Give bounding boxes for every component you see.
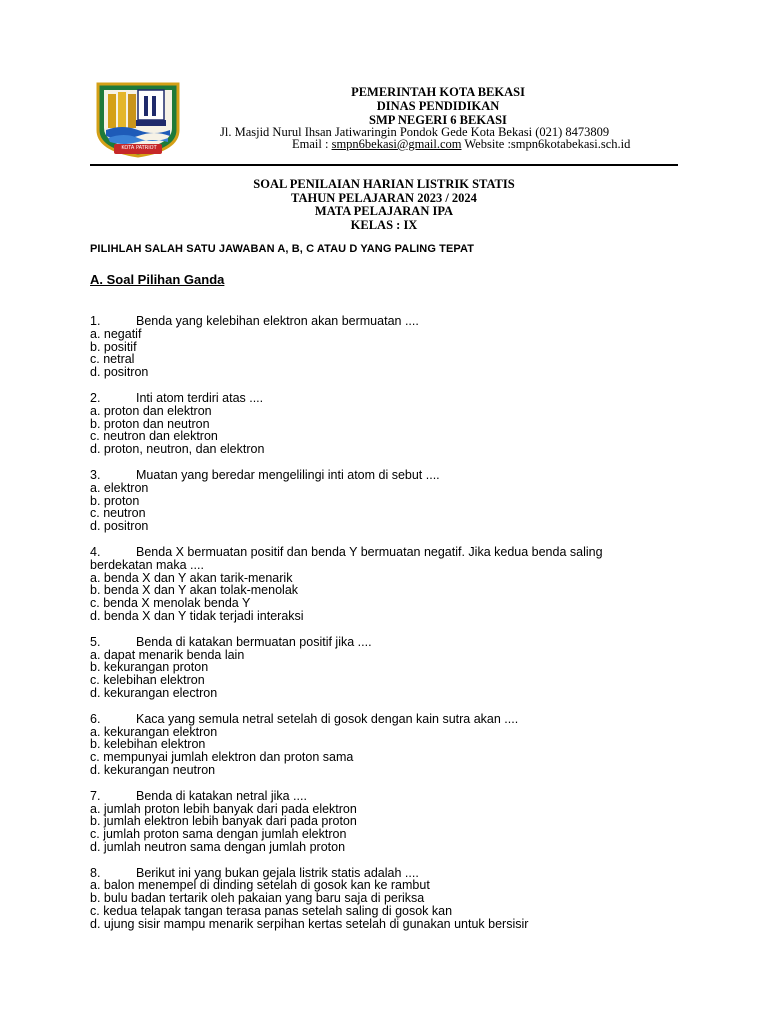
answer-option: c. neutron xyxy=(90,506,146,521)
question-number: 7. xyxy=(90,788,101,803)
exam-title xyxy=(90,178,678,232)
question-item xyxy=(90,469,690,533)
exam-title-line: KELAS : IX xyxy=(350,217,418,232)
section-title: A. Soal Pilihan Ganda xyxy=(90,272,225,287)
question-text: Berikut ini yang bukan gejala listrik statis adalah .... xyxy=(136,865,419,880)
answer-option: d. ujung sisir mampu menarik serpihan kertas setelah di gunakan untuk bersisir xyxy=(90,916,529,931)
exam-title-line: MATA PELAJARAN IPA xyxy=(314,204,454,218)
answer-option: d. positron xyxy=(90,519,149,534)
letterhead-line: PEMERINTAH KOTA BEKASI xyxy=(351,85,525,99)
logo-lettering: KOTA PATRIOT xyxy=(121,145,157,151)
answer-option: a. jumlah proton lebih banyak dari pada elektron xyxy=(90,801,357,816)
answer-option: b. bulu badan tertarik oleh pakaian yang baru saja di periksa xyxy=(90,891,425,906)
question-stem xyxy=(90,636,690,649)
question-text: Inti atom terdiri atas .... xyxy=(136,390,264,405)
question-item xyxy=(90,315,690,379)
question-number: 6. xyxy=(90,711,101,726)
question-stem xyxy=(90,546,690,559)
school-address: Jl. Masjid Nurul Ihsan Jatiwaringin Pondok Gede Kota Bekasi (021) 8473809 xyxy=(220,125,610,139)
question-number: 8. xyxy=(90,865,101,880)
question-text: Benda di katakan netral jika .... xyxy=(136,788,307,803)
question-text: Benda X bermuatan positif dan benda Y bermuatan negatif. Jika kedua benda saling xyxy=(136,544,603,559)
question-number: 2. xyxy=(90,390,101,405)
answer-option: a. benda X dan Y akan tarik-menarik xyxy=(90,570,293,585)
website-text: Website :smpn6kotabekasi.sch.id xyxy=(461,137,631,151)
letterhead-divider xyxy=(90,164,678,166)
answer-option: a. balon menempel di dinding setelah di gosok kan ke rambut xyxy=(90,878,430,893)
answer-option: d. kekurangan electron xyxy=(90,685,218,700)
question-stem xyxy=(90,469,690,482)
answer-option: c. kelebihan elektron xyxy=(90,673,205,688)
answer-option: c. benda X menolak benda Y xyxy=(90,596,251,611)
letterhead xyxy=(196,85,680,151)
question-list xyxy=(90,315,690,944)
answer-option: c. neutron dan elektron xyxy=(90,429,218,444)
question-item xyxy=(90,790,690,854)
answer-option: c. netral xyxy=(90,352,135,367)
answer-option: b. benda X dan Y akan tolak-menolak xyxy=(90,583,299,598)
question-item xyxy=(90,546,690,623)
question-item xyxy=(90,867,690,931)
question-stem xyxy=(90,315,690,328)
answer-option: b. kelebihan elektron xyxy=(90,737,206,752)
question-number: 4. xyxy=(90,544,101,559)
answer-option: d. positron xyxy=(90,365,149,380)
answer-option: a. negatif xyxy=(90,326,142,341)
question-text-continuation: berdekatan maka .... xyxy=(90,557,204,572)
school-contact xyxy=(292,137,630,152)
answer-option: b. proton dan neutron xyxy=(90,416,210,431)
answer-option: d. benda X dan Y tidak terjadi interaksi xyxy=(90,608,304,623)
question-item xyxy=(90,713,690,777)
question-stem xyxy=(90,790,690,803)
question-number: 1. xyxy=(90,314,101,328)
answer-option: a. kekurangan elektron xyxy=(90,724,218,739)
question-text: Muatan yang beredar mengelilingi inti atom di sebut .... xyxy=(136,467,440,482)
letterhead-line: DINAS PENDIDIKAN xyxy=(376,99,500,113)
question-number: 3. xyxy=(90,467,101,482)
email-label: Email : xyxy=(292,137,329,151)
question-stem xyxy=(90,392,690,405)
answer-option: b. jumlah elektron lebih banyak dari pada proton xyxy=(90,814,357,829)
email-link[interactable]: smpn6bekasi@gmail.com xyxy=(331,137,462,151)
answer-option: b. positif xyxy=(90,339,137,354)
question-item xyxy=(90,636,690,700)
question-text: Kaca yang semula netral setelah di gosok dengan kain sutra akan .... xyxy=(136,711,519,726)
answer-option: b. kekurangan proton xyxy=(90,660,209,675)
answer-option: b. proton xyxy=(90,493,140,508)
question-number: 5. xyxy=(90,634,101,649)
answer-option: a. proton dan elektron xyxy=(90,403,212,418)
instruction-text: PILIHLAH SALAH SATU JAWABAN A, B, C ATAU D YANG PALING TEPAT xyxy=(90,243,475,255)
exam-title-line: SOAL PENILAIAN HARIAN LISTRIK STATIS xyxy=(253,177,515,191)
question-item xyxy=(90,392,690,456)
question-text: Benda yang kelebihan elektron akan bermuatan .... xyxy=(136,314,419,328)
exam-title-line: TAHUN PELAJARAN 2023 / 2024 xyxy=(291,190,477,205)
city-emblem-logo xyxy=(92,80,184,158)
question-stem xyxy=(90,713,690,726)
answer-option: d. jumlah neutron sama dengan jumlah proton xyxy=(90,839,346,854)
letterhead-line: SMP NEGERI 6 BEKASI xyxy=(369,113,507,127)
answer-option: c. kedua telapak tangan terasa panas setelah saling di gosok kan xyxy=(90,904,453,919)
answer-option: a. elektron xyxy=(90,480,149,495)
answer-option: d. kekurangan neutron xyxy=(90,762,216,777)
answer-option: d. proton, neutron, dan elektron xyxy=(90,442,265,457)
question-text: Benda di katakan bermuatan positif jika .... xyxy=(136,634,372,649)
answer-option: a. dapat menarik benda lain xyxy=(90,647,245,662)
answer-option: c. jumlah proton sama dengan jumlah elektron xyxy=(90,827,347,842)
answer-option: c. mempunyai jumlah elektron dan proton sama xyxy=(90,750,354,765)
